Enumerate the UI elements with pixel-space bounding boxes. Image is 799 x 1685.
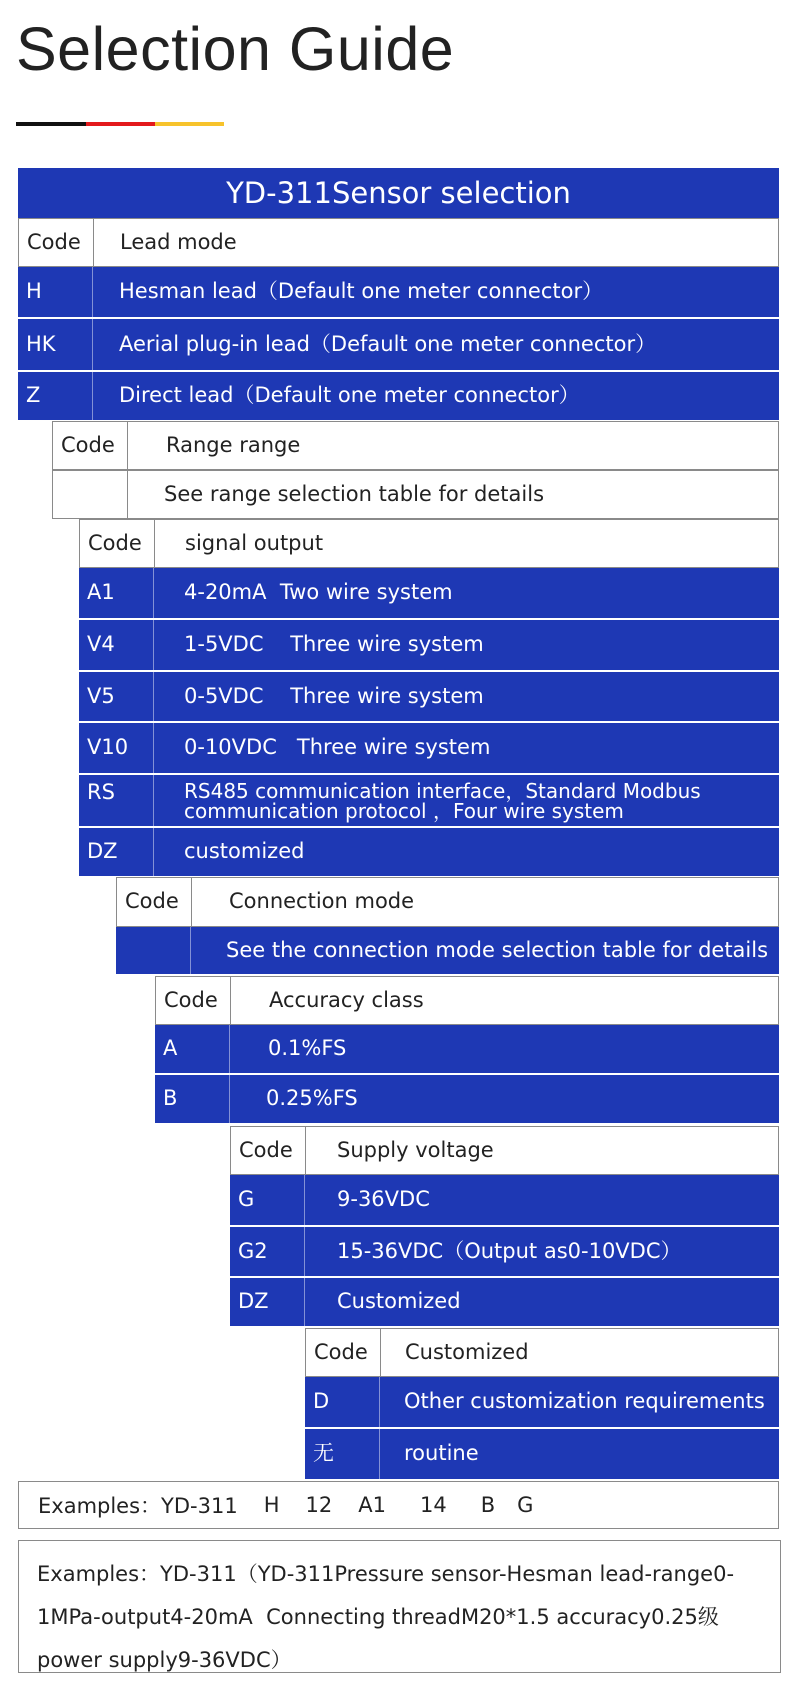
code-header: Code bbox=[117, 878, 192, 926]
desc-cell: Customized bbox=[337, 1289, 461, 1314]
divider-black bbox=[16, 122, 86, 126]
accuracy-header: Accuracy class bbox=[269, 987, 424, 1012]
desc-cell: customized bbox=[184, 839, 305, 864]
supply-header: Supply voltage bbox=[337, 1137, 494, 1162]
accuracy-header-row bbox=[155, 976, 779, 1025]
selection-banner: YD-311Sensor selection bbox=[18, 168, 779, 219]
desc-cell: 15-36VDC（Output as0-10VDC） bbox=[337, 1238, 682, 1263]
code-header: Code bbox=[80, 520, 155, 567]
code-header: Code bbox=[231, 1127, 306, 1174]
desc-cell: Hesman lead（Default one meter connector） bbox=[119, 279, 604, 304]
example-label: Examples：YD-311 bbox=[38, 1494, 238, 1518]
lead-header-row bbox=[18, 218, 779, 267]
table-row bbox=[305, 1429, 779, 1481]
code-cell: HK bbox=[18, 319, 93, 370]
example-code-box bbox=[18, 1481, 779, 1529]
code-header: Code bbox=[19, 219, 94, 266]
code-cell: Z bbox=[18, 372, 93, 420]
code-cell: D bbox=[305, 1377, 380, 1427]
code-cell: B bbox=[155, 1075, 230, 1123]
table-row bbox=[155, 1075, 779, 1125]
desc-cell: 0-5VDC Three wire system bbox=[184, 683, 484, 708]
table-row bbox=[79, 672, 779, 723]
page-title: Selection Guide bbox=[16, 15, 455, 83]
desc-cell: RS485 communication interface，Standard Modbus communication protocol ，Four wire system bbox=[184, 778, 701, 823]
code-cell: H bbox=[18, 267, 93, 317]
connection-header: Connection mode bbox=[229, 889, 415, 914]
table-row bbox=[230, 1227, 779, 1278]
custom-header: Customized bbox=[405, 1339, 529, 1364]
code-header: Code bbox=[306, 1329, 381, 1376]
signal-header: signal output bbox=[185, 530, 324, 555]
table-row bbox=[305, 1377, 779, 1429]
desc-cell: Other customization requirements bbox=[404, 1389, 765, 1414]
table-row bbox=[18, 267, 779, 319]
code-cell: V10 bbox=[79, 723, 154, 773]
signal-header-row bbox=[79, 519, 779, 568]
desc-cell: 9-36VDC bbox=[337, 1187, 430, 1212]
code-header: Code bbox=[53, 422, 128, 469]
table-row bbox=[79, 620, 779, 672]
desc-cell: 4-20mA Two wire system bbox=[184, 580, 453, 605]
table-row bbox=[230, 1278, 779, 1328]
code-header: Code bbox=[156, 977, 231, 1024]
example-description-box bbox=[18, 1540, 781, 1673]
custom-header-row bbox=[305, 1328, 779, 1377]
table-row bbox=[79, 775, 779, 828]
code-cell: RS bbox=[79, 775, 154, 826]
divider-yellow bbox=[155, 122, 224, 126]
desc-cell: 0.25%FS bbox=[266, 1086, 358, 1111]
table-row bbox=[230, 1175, 779, 1227]
range-note: See range selection table for details bbox=[164, 481, 545, 506]
table-row bbox=[79, 828, 779, 878]
range-note-row bbox=[52, 470, 779, 519]
code-cell bbox=[53, 471, 128, 518]
desc-cell: 1-5VDC Three wire system bbox=[184, 632, 484, 657]
example-part: A1 bbox=[358, 1493, 386, 1517]
example-part: B bbox=[480, 1493, 496, 1517]
lead-mode-header: Lead mode bbox=[120, 229, 237, 254]
code-cell: DZ bbox=[230, 1278, 305, 1326]
code-cell: A bbox=[155, 1025, 230, 1073]
connection-header-row bbox=[116, 877, 779, 927]
range-header-row bbox=[52, 421, 779, 470]
supply-header-row bbox=[230, 1126, 779, 1175]
connection-note: See the connection mode selection table for details bbox=[226, 937, 769, 962]
example-description: Examples：YD-311（YD-311Pressure sensor-Hesman lead-range0-1MPa-output4-20mA Connecting threadM20*1.5 accuracy0.25级 power supply9-36VDC） bbox=[37, 1562, 746, 1672]
table-row bbox=[79, 568, 779, 620]
code-cell: V5 bbox=[79, 672, 154, 721]
code-cell: DZ bbox=[79, 828, 154, 876]
divider-red bbox=[86, 122, 155, 126]
code-cell bbox=[116, 927, 191, 974]
desc-cell: Direct lead（Default one meter connector） bbox=[119, 383, 580, 408]
code-cell: G2 bbox=[230, 1227, 305, 1276]
range-header: Range range bbox=[166, 432, 301, 457]
connection-note-row bbox=[116, 927, 779, 976]
code-cell: A1 bbox=[79, 568, 154, 618]
example-part: H bbox=[263, 1493, 280, 1517]
desc-cell: Aerial plug-in lead（Default one meter connector） bbox=[119, 331, 657, 356]
table-row bbox=[79, 723, 779, 775]
table-row bbox=[18, 372, 779, 422]
code-cell: V4 bbox=[79, 620, 154, 670]
example-part: 14 bbox=[419, 1493, 447, 1517]
table-row bbox=[155, 1025, 779, 1075]
example-part: G bbox=[517, 1493, 534, 1517]
desc-cell: routine bbox=[404, 1441, 479, 1466]
code-cell: G bbox=[230, 1175, 305, 1225]
desc-cell: 0.1%FS bbox=[268, 1036, 347, 1061]
code-cell: 无 bbox=[305, 1429, 380, 1479]
example-part: 12 bbox=[305, 1493, 333, 1517]
desc-cell: 0-10VDC Three wire system bbox=[184, 735, 491, 760]
table-row bbox=[18, 319, 779, 372]
